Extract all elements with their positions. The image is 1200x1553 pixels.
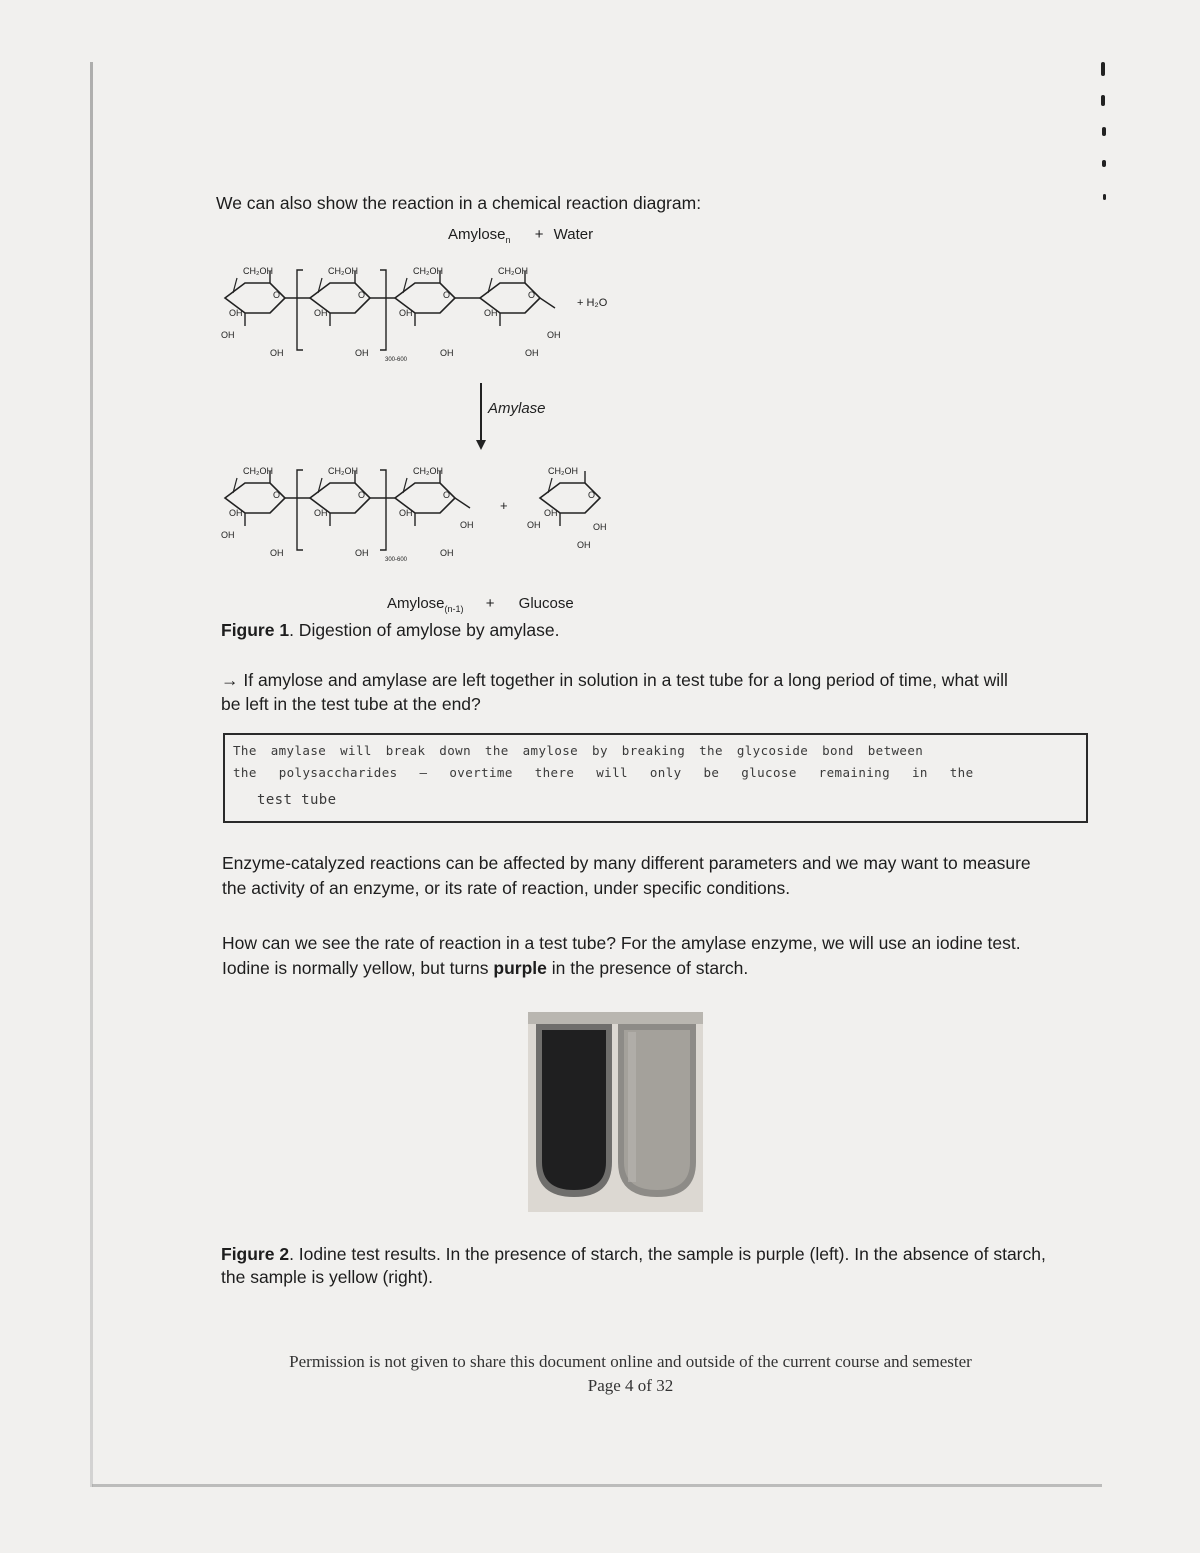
svg-text:CH₂OH: CH₂OH — [243, 266, 273, 276]
svg-text:OH: OH — [527, 520, 541, 530]
svg-text:OH: OH — [460, 520, 474, 530]
enzyme-label: Amylase — [488, 400, 546, 417]
svg-text:OH: OH — [221, 330, 235, 340]
glucose-label: Glucose — [518, 595, 574, 612]
paragraph-enzyme-parameters: Enzyme-catalyzed reactions can be affected by many different parameters and we may want to measure the activity of an enzyme, or its rate of reaction, under specific conditions. — [222, 853, 1031, 898]
amylose-label: Amylose — [448, 226, 506, 243]
paragraph-iodine-test: How can we see the rate of reaction in a test tube? For the amylase enzyme, we will use an iodine test. Iodine is normally yellow, but turns purple in the presence of starch. — [222, 933, 1021, 978]
svg-text:OH: OH — [525, 348, 539, 358]
intro-text: We can also show the reaction in a chemical reaction diagram: — [216, 193, 702, 213]
svg-text:O: O — [358, 490, 366, 500]
svg-text:OH: OH — [221, 530, 235, 540]
purple-emphasis: purple — [493, 958, 547, 978]
figure2-label: Figure 2 — [221, 1244, 290, 1264]
svg-text:OH: OH — [355, 548, 369, 558]
svg-text:OH: OH — [544, 508, 558, 518]
water-label: Water — [553, 226, 594, 243]
svg-text:OH: OH — [229, 508, 243, 518]
product-subscript: (n-1) — [444, 604, 464, 614]
svg-text:OH: OH — [314, 308, 328, 318]
answer-line-3: test tube — [257, 792, 337, 808]
svg-text:O: O — [358, 290, 366, 300]
svg-text:OH: OH — [440, 548, 454, 558]
svg-text:300-600: 300-600 — [385, 357, 408, 363]
svg-text:+ H₂O: + H₂O — [577, 297, 608, 309]
amylose-subscript: n — [505, 235, 511, 245]
svg-text:OH: OH — [484, 308, 498, 318]
svg-text:CH₂OH: CH₂OH — [413, 466, 443, 476]
iodine-test-photo — [528, 1012, 703, 1212]
figure2-caption: Figure 2. Iodine test results. In the presence of starch, the sample is purple (left). In the absence of starch, the sample is yellow (right). — [221, 1244, 1046, 1287]
plus-sign: + — [485, 595, 495, 612]
reaction-bottom-label — [387, 595, 574, 614]
svg-text:OH: OH — [270, 548, 284, 558]
reaction-top-label — [448, 226, 593, 245]
page-edge-shadow — [90, 62, 93, 1487]
svg-text:OH: OH — [577, 540, 591, 550]
svg-text:O: O — [528, 290, 536, 300]
svg-text:CH₂OH: CH₂OH — [413, 266, 443, 276]
svg-text:CH₂OH: CH₂OH — [328, 266, 358, 276]
page-number: Page 4 of 32 — [587, 1376, 674, 1395]
answer-box[interactable] — [223, 733, 1088, 823]
svg-text:OH: OH — [399, 508, 413, 518]
svg-text:OH: OH — [355, 348, 369, 358]
svg-text:CH₂OH: CH₂OH — [243, 466, 273, 476]
svg-text:OH: OH — [593, 522, 607, 532]
figure1-label: Figure 1 — [221, 620, 290, 640]
svg-text:CH₂OH: CH₂OH — [498, 266, 528, 276]
svg-text:O: O — [443, 290, 451, 300]
plus-sign: + — [534, 226, 544, 243]
page-bottom-shadow — [92, 1484, 1102, 1487]
svg-text:OH: OH — [229, 308, 243, 318]
svg-text:300-600: 300-600 — [385, 557, 408, 563]
svg-text:OH: OH — [314, 508, 328, 518]
svg-text:O: O — [443, 490, 451, 500]
amylose-structure-diagram — [215, 258, 635, 588]
figure1-caption: Figure 1. Digestion of amylose by amylase. — [221, 620, 560, 640]
svg-text:OH: OH — [440, 348, 454, 358]
svg-text:O: O — [273, 490, 281, 500]
svg-text:O: O — [273, 290, 281, 300]
svg-text:OH: OH — [399, 308, 413, 318]
footer-permission: Permission is not given to share this document online and outside of the current course and semester — [289, 1352, 972, 1371]
svg-text:OH: OH — [270, 348, 284, 358]
svg-text:CH₂OH: CH₂OH — [548, 466, 578, 476]
product-amylose-label: Amylose — [387, 595, 445, 612]
svg-text:OH: OH — [547, 330, 561, 340]
answer-line-1: The amylase will break down the amylose by breaking the glycoside bond between — [233, 743, 924, 758]
answer-line-2: the polysaccharides — overtime there will only be glucose remaining in the — [233, 765, 974, 780]
svg-text:CH₂OH: CH₂OH — [328, 466, 358, 476]
question-text: → If amylose and amylase are left together in solution in a test tube for a long period of time, what will be left in the test tube at the end? — [221, 670, 1008, 714]
svg-text:+: + — [500, 498, 508, 513]
svg-text:O: O — [588, 490, 596, 500]
